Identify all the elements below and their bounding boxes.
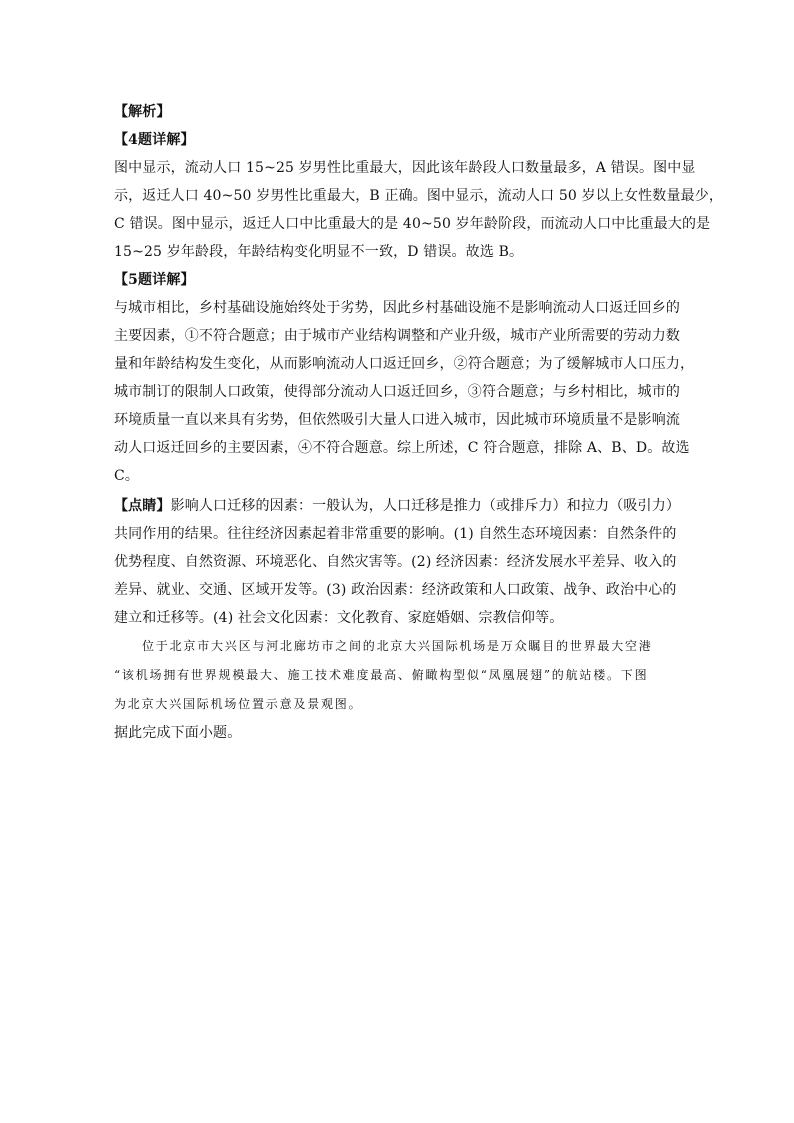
analysis-label: 【解析】 [114,104,171,120]
q5-heading: 【5题详解】 [114,272,195,288]
passage-line: 为北京大兴国际机场位置示意及景观图。 [114,697,363,711]
q5-line: 量和年龄结构发生变化，从而影响流动人口返迁回乡，②符合题意；为了缓解城市人口压力， [114,356,695,372]
passage-line: 位于北京市大兴区与河北廊坊市之间的北京大兴国际机场是万众瞩目的世界最大空港 [142,639,653,653]
q4-line: 15~25 岁年龄段，年龄结构变化明显不一致，D 错误。故选 B。 [114,244,524,260]
tip-line: 共同作用的结果。往往经济因素起着非常重要的影响。(1) 自然生态环境因素：自然条件的 [114,526,677,542]
tip-first-line: 影响人口迁移的因素：一般认为，人口迁移是推力（或排斥力）和拉力（吸引力） [170,498,681,514]
document-page [114,98,724,747]
tip-line: 建立和迁移等。(4) 社会文化因素：文化教育、家庭婚姻、宗教信仰等。 [114,610,564,626]
instruction-text: 据此完成下面小题。 [114,725,242,741]
q5-line: 环境质量一直以来具有劣势，但依然吸引大量人口进入城市，因此城市环境质量不是影响流 [114,412,680,428]
q4-line: C 错误。图中显示，返迁人口中比重最大的是 40~50 岁年龄阶段，而流动人口中比重最大的是 [114,216,711,232]
tip-line: 优势程度、自然资源、环境恶化、自然灾害等。(2) 经济因素：经济发展水平差异、收入的 [114,554,677,570]
q4-heading: 【4题详解】 [114,132,195,148]
q5-line: 与城市相比，乡村基础设施始终处于劣势，因此乡村基础设施不是影响流动人口返迁回乡的 [114,300,680,316]
tip-label: 【点睛】 [114,498,171,514]
q5-line: 城市制订的限制人口政策，使得部分流动人口返迁回乡，③符合题意；与乡村相比，城市的 [114,384,680,400]
q5-line: 动人口返迁回乡的主要因素，④不符合题意。综上所述，C 符合题意，排除 A、B、D。故选 [114,440,690,456]
passage-line: “该机场拥有世界规模最大、施工技术难度最高、俯瞰构型似“凤凰展翅”的航站楼。下图 [114,668,649,682]
tip-line: 差异、就业、交通、区域开发等。(3) 政治因素：经济政策和人口政策、战争、政治中心的 [114,582,677,598]
q5-line: 主要因素，①不符合题意；由于城市产业结构调整和产业升级，城市产业所需要的劳动力数 [114,328,680,344]
tip-paragraph-start [114,492,682,520]
q4-line: 图中显示，流动人口 15~25 岁男性比重最大，因此该年龄段人口数量最多，A 错误。图中显 [114,160,696,176]
q5-line: C。 [114,468,140,484]
q4-line: 示，返迁人口 40~50 岁男性比重最大，B 正确。图中显示，流动人口 50 岁以上女性数量最少， [114,188,724,204]
